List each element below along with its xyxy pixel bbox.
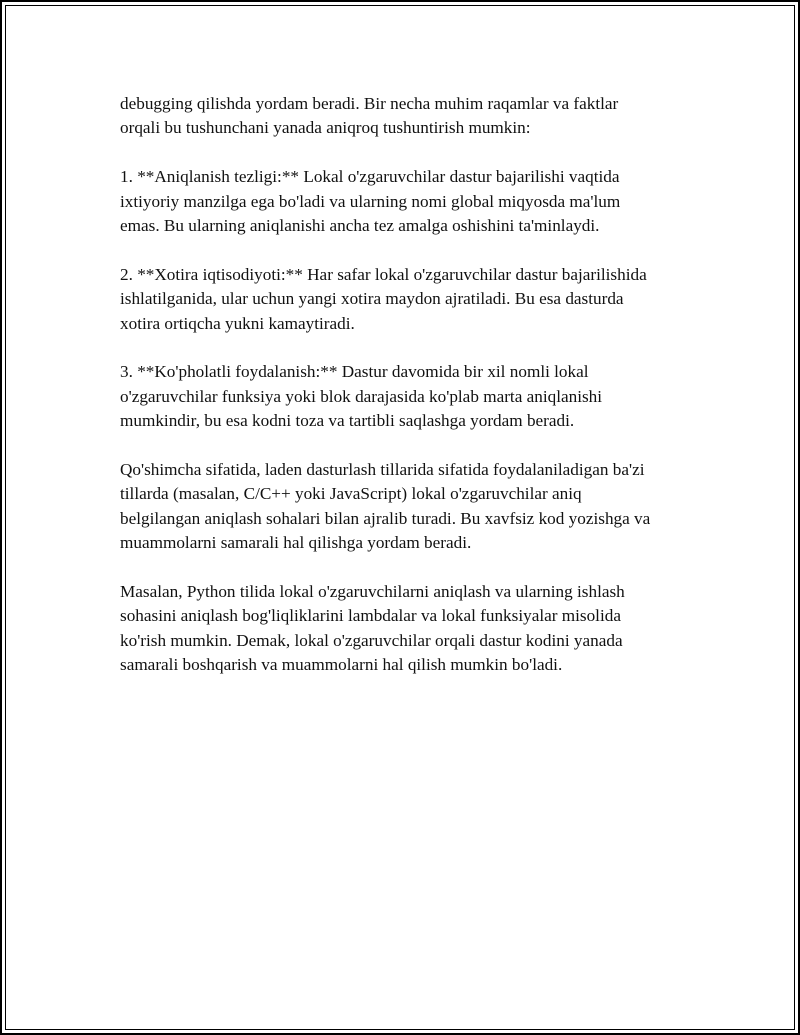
intro-paragraph: debugging qilishda yordam beradi. Bir necha muhim raqamlar va faktlar orqali bu tushunchani yanada aniqroq tushuntirish mumkin: <box>120 94 619 138</box>
additional-paragraph: Qo'shimcha sifatida, laden dasturlash tillarida sifatida foydalaniladigan ba'zi tillarda (masalan, C/C++ yoki JavaScript) lokal o'zgaruvchilar aniq belgilangan aniqlash sohalari bilan ajralib turadi. Bu xavfsiz kod yozishga va muammolarni samarali hal qilishga yordam beradi. <box>120 460 651 553</box>
example-paragraph: Masalan, Python tilida lokal o'zgaruvchilarni aniqlash va ularning ishlash sohasini aniqlash bog'liqliklarini lambdalar va lokal funksiyalar misolida ko'rish mumkin. Demak, lokal o'zgaruvchilar orqali dastur kodini yanada samarali boshqarish va muammolarni hal qilish mumkin bo'ladi. <box>120 582 625 675</box>
list-item-reuse: 3. **Ko'pholatli foydalanish:** Dastur davomida bir xil nomli lokal o'zgaruvchilar funksiya yoki blok darajasida ko'plab marta aniqlanishi mumkindir, bu esa kodni toza va tartibli saqlashga yordam beradi. <box>120 362 603 431</box>
list-item-speed: 1. **Aniqlanish tezligi:** Lokal o'zgaruvchilar dastur bajarilishi vaqtida ixtiyoriy manzilga ega bo'ladi va ularning nomi global miqyosda ma'lum emas. Bu ularning aniqlanishi ancha tez amalga oshishini ta'minlaydi. <box>120 167 621 236</box>
document-body <box>120 92 700 678</box>
list-item-memory: 2. **Xotira iqtisodiyoti:** Har safar lokal o'zgaruvchilar dastur bajarilishida ishlatilganida, ular uchun yangi xotira maydon ajratiladi. Bu esa dasturda xotira ortiqcha yukni kamaytiradi. <box>120 264 647 333</box>
